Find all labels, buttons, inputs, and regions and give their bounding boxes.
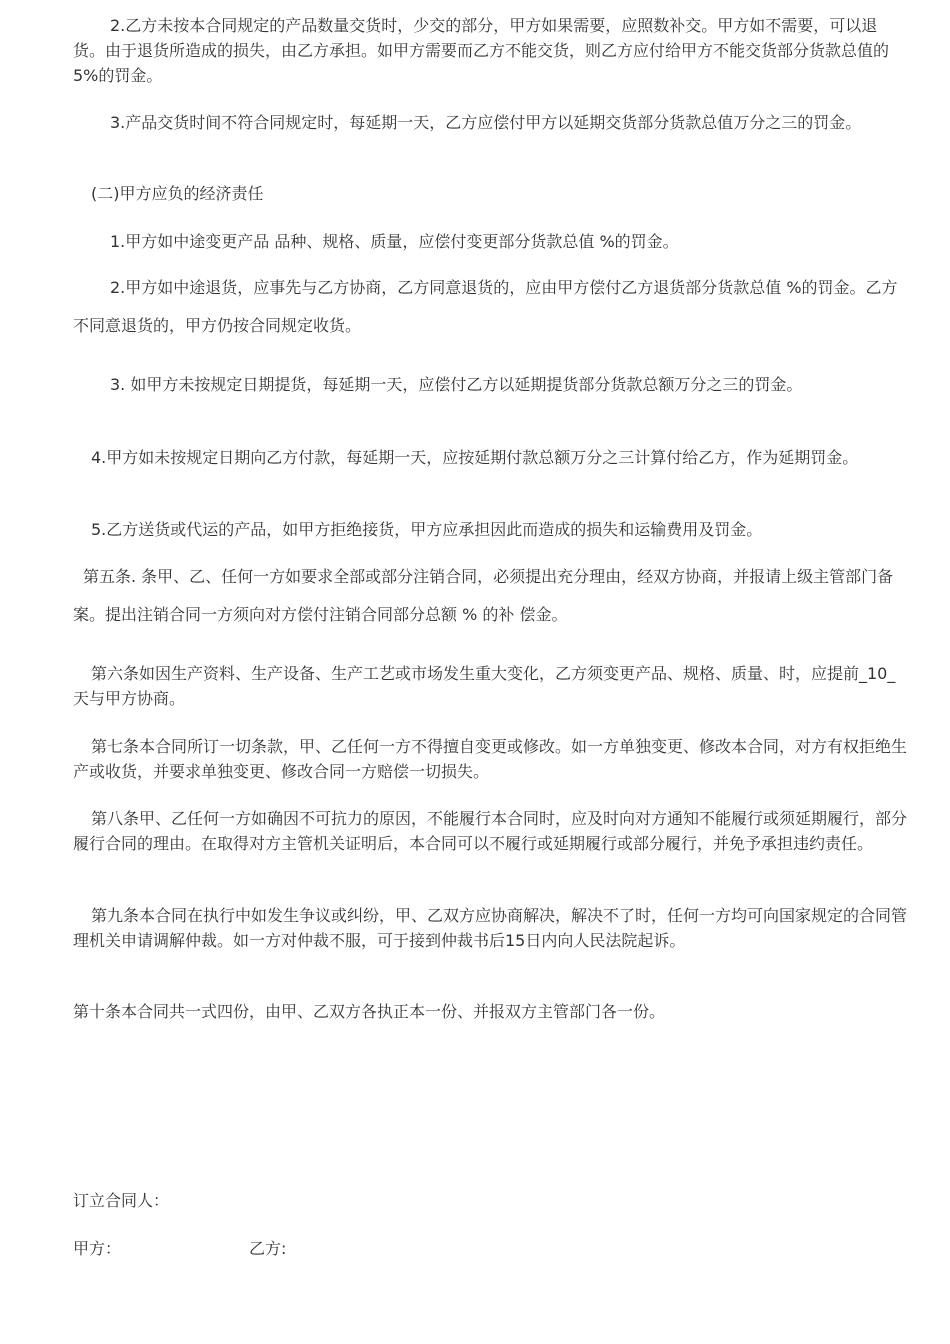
signature-title-text: 订立合同人： (73, 1191, 170, 1210)
article-9: 第九条本合同在执行中如发生争议或纠纷，甲、乙双方应协商解决，解决不了时，任何一方均可向国家规定的合同管理机关申请调解仲裁。如一方对仲裁不服，可于接到仲裁书后15日内向人民法院起诉。 (73, 906, 908, 950)
clause-4-2-4: 4.甲方如未按规定日期向乙方付款，每延期一天，应按延期付款总额万分之三计算付给乙方，作为延期罚金。 (91, 448, 859, 467)
clause-4-2-3: 3. 如甲方未按规定日期提货，每延期一天，应偿付乙方以延期提货部分货款总额万分之三的罚金。 (110, 375, 803, 394)
article-5: 第五条. 条甲、乙、任何一方如要求全部或部分注销合同，必须提出充分理由，经双方协商，并报请上级主管部门备案。提出注销合同一方须向对方偿付注销合同部分总额 % 的补 偿金。 (73, 567, 894, 624)
article-6: 第六条如因生产资料、生产设备、生产工艺或市场发生重大变化，乙方须变更产品、规格、质量、时，应提前_10_天与甲方协商。 (73, 664, 896, 708)
section-heading-party-a: (二)甲方应负的经济责任 (91, 184, 264, 203)
clause-4-2-2: 2.甲方如中途退货，应事先与乙方协商，乙方同意退货的，应由甲方偿付乙方退货部分货款总值 %的罚金。乙方不同意退货的，甲方仍按合同规定收货。 (73, 278, 898, 335)
clause-4-2-1: 1.甲方如中途变更产品 品种、规格、质量，应偿付变更部分货款总值 %的罚金。 (110, 232, 679, 251)
party-a-label: 甲方： (73, 1239, 122, 1258)
article-7: 第七条本合同所订一切条款，甲、乙任何一方不得擅自变更或修改。如一方单独变更、修改本合同，对方有权拒绝生产或收货，并要求单独变更、修改合同一方赔偿一切损失。 (73, 737, 908, 781)
clause-4-2-5: 5.乙方送货或代运的产品，如甲方拒绝接货，甲方应承担因此而造成的损失和运输费用及罚金。 (91, 520, 763, 539)
clause-4-1-2: 2.乙方未按本合同规定的产品数量交货时，少交的部分，甲方如果需要，应照数补交。甲方如不需要，可以退货。由于退货所造成的损失，由乙方承担。如甲方需要而乙方不能交货，则乙方应付给甲方不能交货部分货款总值的5%的罚金。 (73, 16, 890, 85)
article-10: 第十条本合同共一式四份，由甲、乙双方各执正本一份、并报双方主管部门各一份。 (73, 1002, 666, 1021)
article-8: 第八条甲、乙任何一方如确因不可抗力的原因，不能履行本合同时，应及时向对方通知不能履行或须延期履行，部分履行合同的理由。在取得对方主管机关证明后，本合同可以不履行或延期履行或部分履行，并免予承担违约责任。 (73, 809, 908, 853)
signature-title (73, 1188, 169, 1213)
clause-4-1-3: 3.产品交货时间不符合同规定时，每延期一天，乙方应偿付甲方以延期交货部分货款总值万分之三的罚金。 (110, 113, 862, 132)
party-b-label: 乙方: (249, 1239, 287, 1258)
signature-parties (73, 1236, 286, 1261)
